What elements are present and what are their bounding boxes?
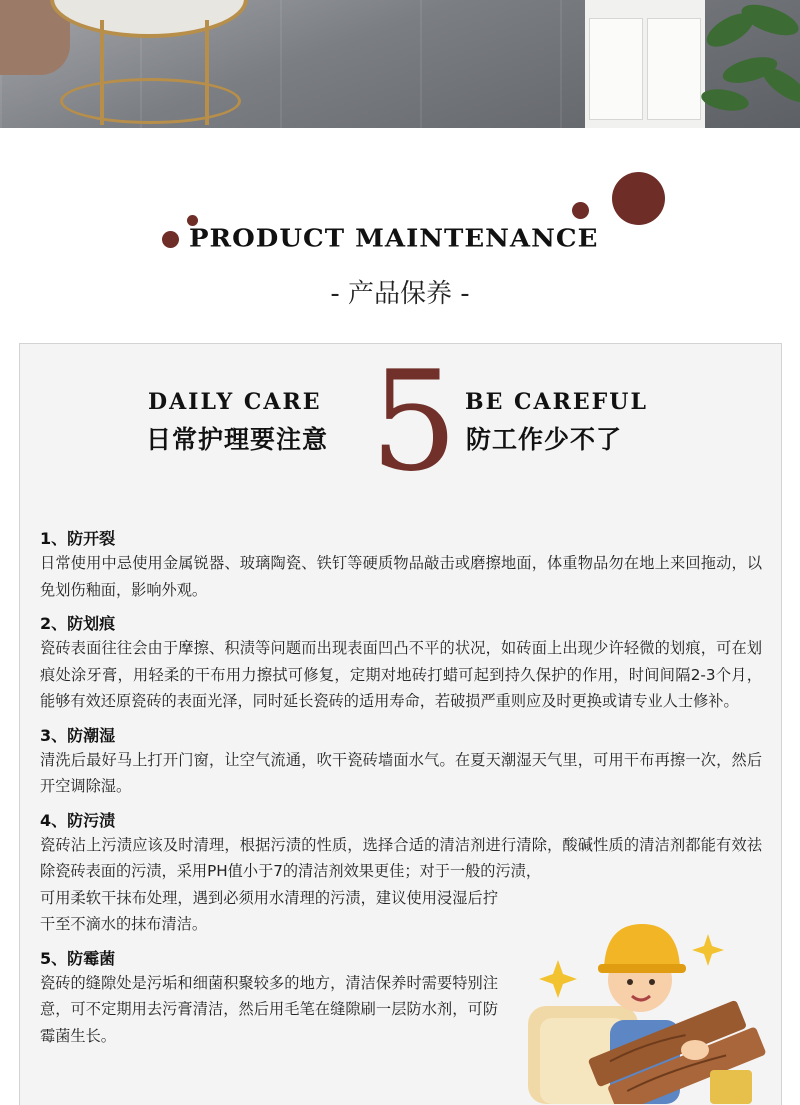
paint-can — [710, 1070, 752, 1104]
hero-interior-photo — [0, 0, 800, 128]
sparkle-icon — [539, 960, 577, 998]
hero-plant — [690, 0, 800, 128]
hero-cabinet — [585, 0, 705, 128]
be-careful-label: BE CAREFUL — [465, 389, 648, 415]
decor-dot-medium — [162, 231, 179, 248]
section-body: 瓷砖表面往往会由于摩擦、积渍等问题而出现表面凹凸不平的状况，如砖面上出现少许轻微的划痕，可在划痕处涂牙膏，用轻柔的干布用力擦拭可修复，定期对地砖打蜡可起到持久保护的作用，时间间隔2-3个月，能够有效还原瓷砖的表面光泽，同时延长瓷砖的适用寿命，若破损严重则应及时更换或请专业人士修补。 — [40, 639, 762, 710]
section-body: 瓷砖的缝隙处是污垢和细菌积聚较多的地方，清洁保养时需要特别注意，可不定期用去污膏清洁，然后用毛笔在缝隙刷一层防水剂，可防霉菌生长。 — [40, 973, 498, 1045]
section-body: 日常使用中忌使用金属锐器、玻璃陶瓷、铁钉等硬质物品敲击或磨擦地面，体重物品勿在地上来回拖动，以免划伤釉面，影响外观。 — [40, 554, 762, 599]
section-title: 5、防霉菌 — [40, 948, 116, 968]
daily-care-label: DAILY CARE — [148, 389, 322, 415]
section-body: 瓷砖沾上污渍应该及时清理，根据污渍的性质，选择合适的清洁剂进行清除，酸碱性质的清洁剂都能有效祛除瓷砖表面的污渍，采用PH值小于7的清洁剂效果更佳；对于一般的污渍， — [40, 835, 762, 880]
section-title: 3、防潮湿 — [40, 725, 116, 745]
decor-dot-medium — [572, 202, 589, 219]
section-body-continued: 可用柔软干抹布处理，遇到必须用水清理的污渍，建议使用浸湿后拧干至不滴水的抹布清洁。 — [40, 888, 498, 933]
section-anti-crack — [40, 528, 762, 603]
section-title: 4、防污渍 — [40, 810, 116, 830]
daily-care-chinese: 日常护理要注意 — [146, 425, 329, 454]
section-title: 1、防开裂 — [40, 529, 116, 548]
section-title-chinese: - 产品保养 - — [330, 279, 470, 309]
section-title: 2、防划痕 — [40, 614, 116, 633]
section-title-english: PRODUCT MAINTENANCE — [189, 224, 599, 254]
be-careful-chinese: 防工作少不了 — [466, 425, 623, 454]
section-anti-scratch — [40, 613, 762, 715]
sparkle-icon — [692, 934, 724, 966]
hero-cabinet-door — [589, 18, 643, 120]
hard-hat-icon — [604, 924, 680, 968]
big-number-five: 5 — [370, 341, 458, 502]
section-body: 清洗后最好马上打开门窗，让空气流通，吹干瓷砖墙面水气。在夏天潮湿天气里，可用干布再擦一次，然后开空调除湿。 — [40, 750, 762, 795]
decor-dot-large — [612, 172, 665, 225]
section-anti-moisture — [40, 725, 762, 800]
hero-table-ring — [60, 78, 241, 124]
worker-illustration — [520, 910, 782, 1104]
